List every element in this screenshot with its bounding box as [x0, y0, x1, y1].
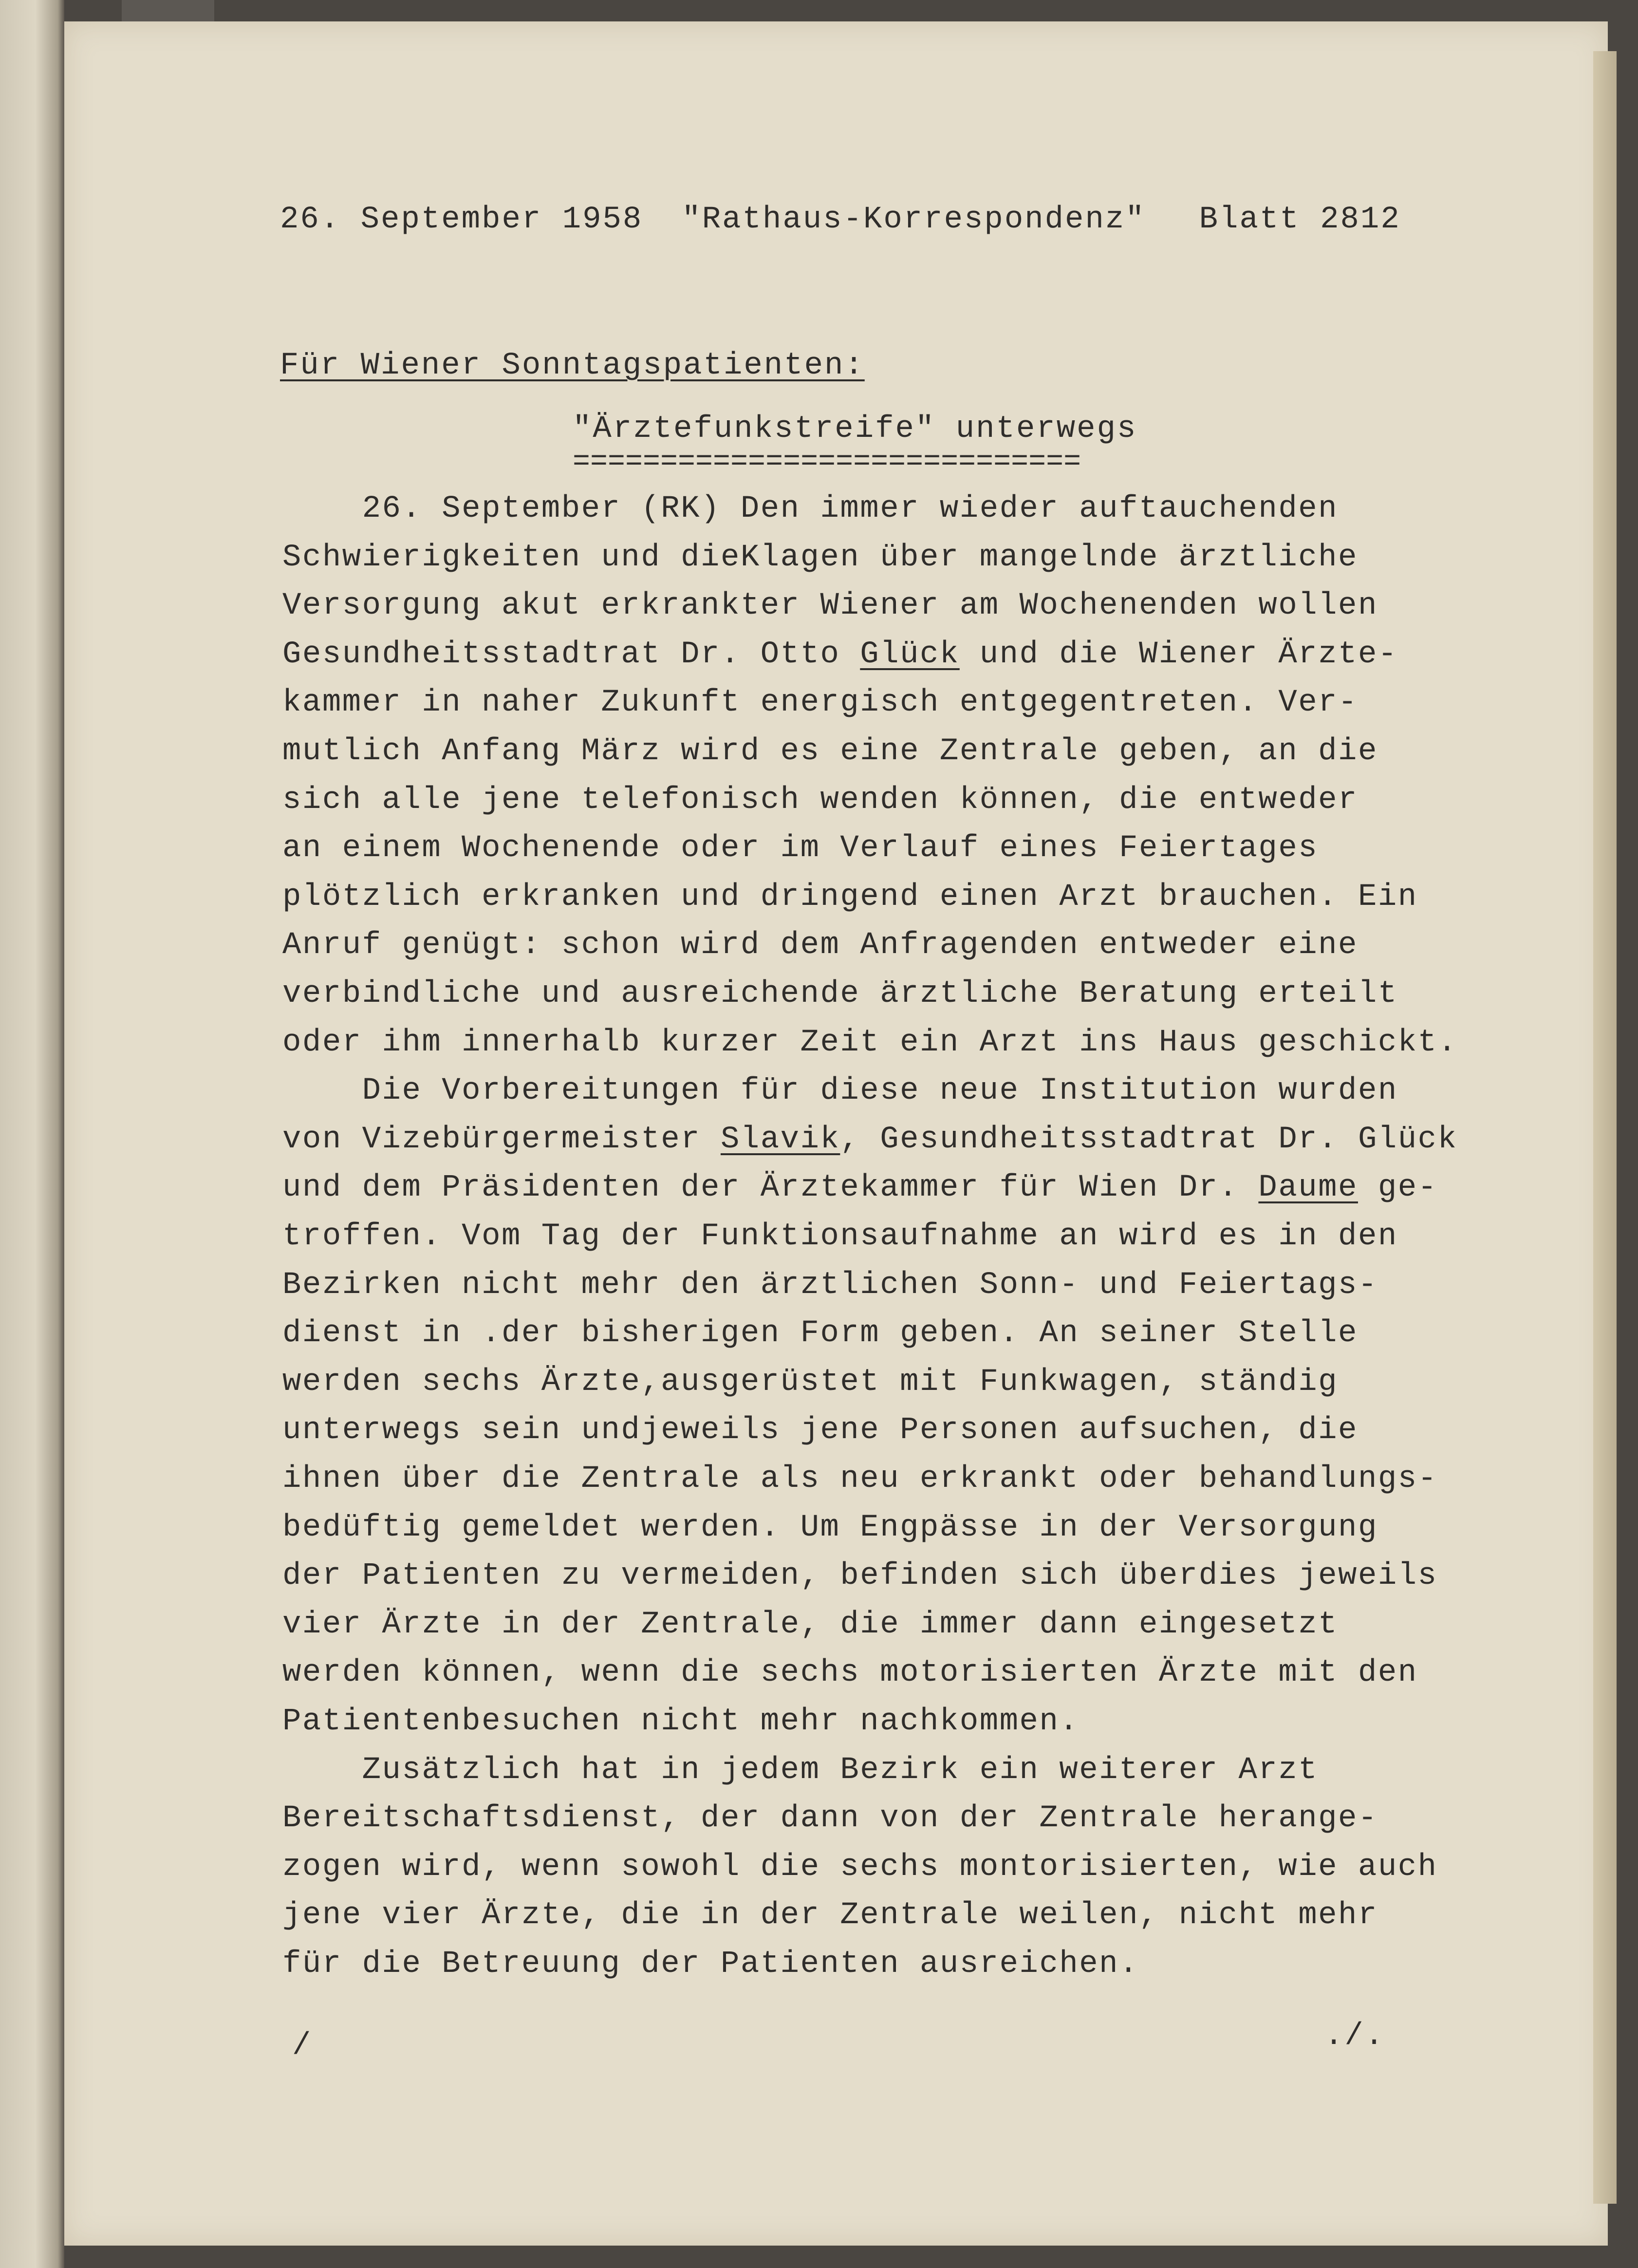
paragraph-1-line: mutlich Anfang März wird es eine Zentrale geben, an die	[282, 734, 1378, 769]
paragraph-2-line: Die Vorbereitungen für diese neue Institution wurden	[282, 1073, 1398, 1109]
paragraph-2-line: werden können, wenn die sechs motorisierten Ärzte mit den	[282, 1655, 1418, 1691]
header-date: 26. September 1958	[280, 202, 643, 237]
underlined-name: Glück	[860, 637, 960, 672]
paragraph-3-line: zogen wird, wenn sowohl die sechs montorisierten, wie auch	[282, 1849, 1438, 1885]
paragraph-2-line: Patientenbesuchen nicht mehr nachkommen.	[282, 1704, 1080, 1739]
paragraph-3-line: jene vier Ärzte, die in der Zentrale weilen, nicht mehr	[282, 1898, 1378, 1933]
paragraph-1-line: Versorgung akut erkrankter Wiener am Wochenenden wollen	[282, 588, 1378, 624]
paragraph-2-line: Bezirken nicht mehr den ärztlichen Sonn- und Feiertags-	[282, 1267, 1378, 1303]
paragraph-1-line: plötzlich erkranken und dringend einen Arzt brauchen. Ein	[282, 879, 1418, 915]
facing-page-edge	[0, 0, 64, 2268]
paragraph-1-line: sich alle jene telefonisch wenden können, die entweder	[282, 782, 1358, 818]
paragraph-3-line: Zusätzlich hat in jedem Bezirk ein weiterer Arzt	[282, 1752, 1319, 1788]
title-double-rule: =============================	[573, 446, 1081, 479]
article-subtitle: Für Wiener Sonntagspatienten:	[280, 348, 865, 383]
header-sheet: Blatt 2812	[1199, 202, 1401, 237]
paragraph-3-line: Bereitschaftsdienst, der dann von der Zentrale herange-	[282, 1801, 1378, 1837]
margin-mark: /	[292, 2028, 313, 2063]
paragraph-1-line: Anruf genügt: schon wird dem Anfragenden entweder eine	[282, 928, 1358, 963]
paragraph-2-line: troffen. Vom Tag der Funktionsaufnahme an wird es in den	[282, 1219, 1398, 1254]
paragraph-2-line: von Vizebürgermeister Slavik, Gesundheitsstadtrat Dr. Glück	[282, 1122, 1458, 1157]
page-header	[280, 202, 1401, 237]
paragraph-1-line: Schwierigkeiten und dieKlagen über mangelnde ärztliche	[282, 540, 1358, 575]
paragraph-2-line: unterwegs sein undjeweils jene Personen aufsuchen, die	[282, 1413, 1358, 1448]
paragraph-1-line: kammer in naher Zukunft energisch entgegentreten. Ver-	[282, 685, 1358, 721]
paragraph-2-line: dienst in .der bisherigen Form geben. An seiner Stelle	[282, 1316, 1358, 1351]
paragraph-2-line: der Patienten zu vermeiden, befinden sich überdies jeweils	[282, 1558, 1438, 1594]
paragraph-2-line: vier Ärzte in der Zentrale, die immer dann eingesetzt	[282, 1607, 1339, 1642]
underlined-name: Slavik	[720, 1122, 840, 1157]
underlined-name: Daume	[1258, 1170, 1358, 1206]
paragraph-1-line: 26. September (RK) Den immer wieder auftauchenden	[282, 491, 1339, 526]
paragraph-1-line: verbindliche und ausreichende ärztliche Beratung erteilt	[282, 976, 1398, 1012]
paragraph-2-line: und dem Präsidenten der Ärztekammer für Wien Dr. Daume ge-	[282, 1170, 1438, 1206]
paragraph-1-line: oder ihm innerhalb kurzer Zeit ein Arzt ins Haus geschickt.	[282, 1025, 1458, 1060]
paragraph-1-line: an einem Wochenende oder im Verlauf eines Feiertages	[282, 831, 1319, 866]
continuation-mark: ./.	[1324, 2019, 1385, 2054]
header-publication: "Rathaus-Korrespondenz"	[682, 202, 1146, 237]
paragraph-1-line: Gesundheitsstadtrat Dr. Otto Glück und die Wiener Ärzte-	[282, 637, 1398, 672]
paragraph-2-line: ihnen über die Zentrale als neu erkrankt oder behandlungs-	[282, 1462, 1438, 1497]
paragraph-2-line: werden sechs Ärzte,ausgerüstet mit Funkwagen, ständig	[282, 1364, 1339, 1400]
article-title: "Ärztefunkstreife" unterwegs	[573, 412, 1137, 447]
paragraph-2-line: bedüftig gemeldet werden. Um Engpässe in der Versorgung	[282, 1510, 1378, 1545]
paragraph-3-line: für die Betreuung der Patienten ausreichen.	[282, 1947, 1139, 1982]
page-stack-edge	[1593, 51, 1617, 2204]
